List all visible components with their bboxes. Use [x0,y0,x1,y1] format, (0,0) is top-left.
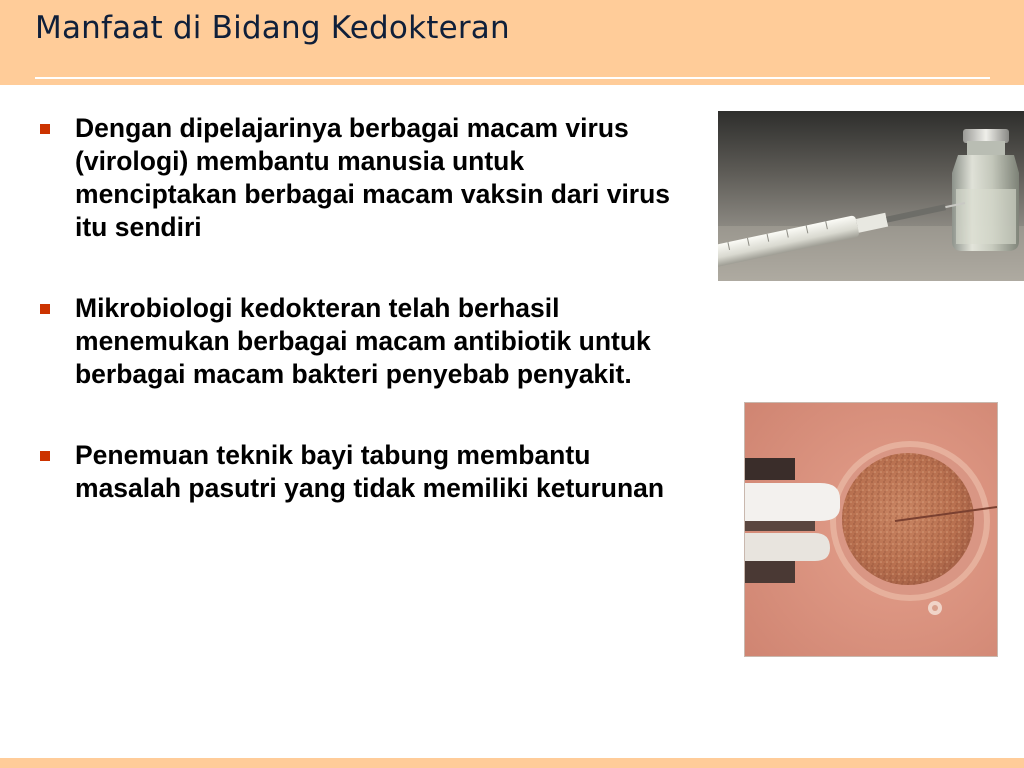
bullet-text: Mikrobiologi kedokteran telah berhasil menemukan berbagai macam antibiotik untuk berbagai macam bakteri penyebab penyakit. [75,293,651,389]
slide-title: Manfaat di Bidang Kedokteran [35,10,510,46]
bullet-item [38,292,688,391]
ivf-egg-injection-micrograph-photo [744,402,998,657]
bullet-text: Penemuan teknik bayi tabung membantu masalah pasutri yang tidak memiliki keturunan [75,440,665,503]
bullet-item [38,439,688,505]
bullet-text: Dengan dipelajarinya berbagai macam virus (virologi) membantu manusia untuk menciptakan berbagai macam vaksin dari virus itu sendiri [75,113,671,242]
square-bullet-icon [40,451,50,461]
square-bullet-icon [40,124,50,134]
syringe-and-vaccine-vial-photo [718,111,1024,281]
square-bullet-icon [40,304,50,314]
title-divider [35,77,990,79]
bullet-item [38,112,688,244]
footer-band [0,758,1024,768]
bullet-list [38,112,688,505]
